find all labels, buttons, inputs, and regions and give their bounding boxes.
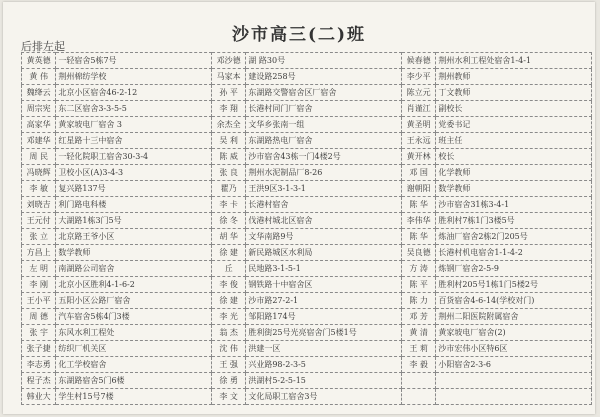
address-cell: 荆州教师 [436,69,592,85]
address-cell: 大湖路1栋3门5号 [56,213,212,229]
address-cell: 卫校小区(A)3-4-3 [56,165,212,181]
student-name-cell: 高家华 [22,117,56,133]
student-name-cell: 邓 芳 [401,309,435,325]
student-name-cell: 沈 伟 [211,341,245,357]
table-row [22,69,592,85]
address-cell: 五阳小区公路厂宿舍 [56,293,212,309]
student-name-cell: 左 明 [22,261,56,277]
address-cell: 建设路258号 [246,69,402,85]
address-cell: 黄家坡电厂宿舍 3 [56,117,212,133]
address-cell: 一轻化院职工宿舍30-3-4 [56,149,212,165]
student-name-cell: 陈 力 [401,293,435,309]
document-page [3,2,595,414]
address-cell: 洪湖村5-2-5-15 [246,373,402,389]
document-subtitle: 后排左起 [21,40,65,53]
student-name-cell: 瞿乃 [211,181,245,197]
address-cell: 胜利村205号1栋1门5楼2号 [436,277,592,293]
student-name-cell: 徐 建 [211,245,245,261]
address-cell: 钢铁路十中宿舍区 [246,277,402,293]
student-name-cell: 陈 平 [401,277,435,293]
address-cell: 汽车宿舍5栋4门3楼 [56,309,212,325]
student-name-cell: 丘 [211,261,245,277]
address-cell: 班主任 [436,133,592,149]
student-name-cell: 李 毅 [401,357,435,373]
student-name-cell: 刘晓吉 [22,197,56,213]
address-cell: 沙市宏伟小区特6区 [436,341,592,357]
student-name-cell: 徐 冬 [211,213,245,229]
student-name-cell: 陈 华 [401,197,435,213]
table-row [22,277,592,293]
table-row [22,85,592,101]
student-name-cell: 黄圣明 [401,117,435,133]
roster-body [22,53,592,405]
student-name-cell: 邓沙德 [211,53,245,69]
address-cell [436,373,592,389]
address-cell: 北京小区宿舍46-2-12 [56,85,212,101]
table-row [22,197,592,213]
student-name-cell: 马家本 [211,69,245,85]
address-cell: 利门路电科楼 [56,197,212,213]
student-name-cell: 李 刚 [22,277,56,293]
student-name-cell: 李 光 [211,309,245,325]
student-name-cell: 李伟华 [401,213,435,229]
student-name-cell: 谢朝阳 [401,181,435,197]
address-cell: 文华南路9号 [246,229,402,245]
table-row [22,53,592,69]
student-name-cell: 胡 华 [211,229,245,245]
address-cell: 荆州二阳医院附属宿舍 [436,309,592,325]
address-cell: 邹阳路174号 [246,309,402,325]
address-cell: 数学教师 [56,245,212,261]
student-name-cell: 李 文 [211,389,245,405]
table-row [22,261,592,277]
student-name-cell: 张 良 [211,165,245,181]
student-name-cell: 肖谨江 [401,101,435,117]
table-row [22,229,592,245]
address-cell: 丁文教师 [436,85,592,101]
address-cell: 化学教师 [436,165,592,181]
student-name-cell: 王 强 [211,357,245,373]
address-cell: 王洪9区3-1-3-1 [246,181,402,197]
address-cell: 文华乡张南一组 [246,117,402,133]
student-name-cell: 徐 勇 [211,373,245,389]
address-cell: 党委书记 [436,117,592,133]
student-name-cell: 李 翔 [211,101,245,117]
address-cell: 洪建一区 [246,341,402,357]
student-name-cell: 候春德 [401,53,435,69]
address-cell: 胜利街25号光亮宿舍门5楼1号 [246,325,402,341]
student-name-cell: 张 立 [22,229,56,245]
student-name-cell: 王永远 [401,133,435,149]
student-name-cell: 李少平 [401,69,435,85]
student-name-cell: 程子杰 [22,373,56,389]
student-name-cell: 陈 威 [211,149,245,165]
table-row [22,133,592,149]
address-cell: 复兴路137号 [56,181,212,197]
address-cell: 长港村机电宿舍1-1-4-2 [436,245,592,261]
student-name-cell: 黄 清 [401,325,435,341]
address-cell: 黄家坡电厂宿舍(2) [436,325,592,341]
table-row [22,117,592,133]
address-cell: 副校长 [436,101,592,117]
address-cell: 南湖路公司宿舍 [56,261,212,277]
address-cell: 炼钢厂宿舍2-5-9 [436,261,592,277]
table-row [22,373,592,389]
table-row [22,149,592,165]
table-row [22,309,592,325]
address-cell: 北京路王爷小区 [56,229,212,245]
student-name-cell: 李 俊 [211,277,245,293]
student-name-cell: 张 宇 [22,325,56,341]
student-name-cell: 周 德 [22,309,56,325]
student-name-cell: 邓 国 [401,165,435,181]
address-cell: 伐港村城北区宿舍 [246,213,402,229]
student-name-cell: 魏绛云 [22,85,56,101]
table-row [22,389,592,405]
table-row [22,213,592,229]
student-name-cell: 韩业大 [22,389,56,405]
student-name-cell: 李志勇 [22,357,56,373]
table-row [22,357,592,373]
student-name-cell: 张子捷 [22,341,56,357]
student-name-cell: 陈 华 [401,229,435,245]
address-cell: 湖 路30号 [246,53,402,69]
address-cell: 小阳宿舍2-3-6 [436,357,592,373]
student-name-cell: 李 敏 [22,181,56,197]
table-row [22,101,592,117]
address-cell: 东二区宿舍3-3-5-5 [56,101,212,117]
table-row [22,165,592,181]
student-name-cell: 王小平 [22,293,56,309]
address-cell: 兴业路98-2-3-5 [246,357,402,373]
address-cell: 长港村同门厂宿舍 [246,101,402,117]
address-cell: 沙市宿舍43栋一门4楼2号 [246,149,402,165]
address-cell: 校长 [436,149,592,165]
address-cell: 一轻宿舍5栋7号 [56,53,212,69]
address-cell: 文化局职工宿舍3号 [246,389,402,405]
table-row [22,245,592,261]
student-name-cell: 黄英德 [22,53,56,69]
address-cell: 东湖路热电厂宿舍 [246,133,402,149]
address-cell: 沙市路27-2-1 [246,293,402,309]
student-name-cell: 黄 伟 [22,69,56,85]
address-cell: 民地路3-1-5-1 [246,261,402,277]
address-cell: 荆州棉纺学校 [56,69,212,85]
student-name-cell: 冯晓辉 [22,165,56,181]
address-cell: 红星路十三中宿舍 [56,133,212,149]
address-cell: 新民路城区水利局 [246,245,402,261]
address-cell: 胜利村7栋1门3楼5号 [436,213,592,229]
address-cell [436,389,592,405]
address-cell: 纺织厂机关区 [56,341,212,357]
student-name-cell: 王元付 [22,213,56,229]
student-name-cell: 邓建华 [22,133,56,149]
address-cell: 荆州水利工程处宿舍1-4-1 [436,53,592,69]
address-cell: 化工学校宿舍 [56,357,212,373]
student-name-cell: 吴 利 [211,133,245,149]
student-name-cell: 方 涛 [401,261,435,277]
student-name-cell: 王 莉 [401,341,435,357]
student-name-cell: 孙 平 [211,85,245,101]
table-row [22,325,592,341]
student-name-cell: 黄开林 [401,149,435,165]
address-cell: 炼油厂宿舍2栋2门205号 [436,229,592,245]
address-cell: 东湖路宿舍5门6楼 [56,373,212,389]
student-name-cell [401,389,435,405]
document-title: 沙市高三(二)班 [231,25,367,45]
table-row [22,181,592,197]
student-name-cell: 周 民 [22,149,56,165]
student-name-cell: 徐 建 [211,293,245,309]
address-cell: 北京小区胜利4-1-6-2 [56,277,212,293]
address-cell: 东湖路交警宿舍区厂宿舍 [246,85,402,101]
student-name-cell: 方昌上 [22,245,56,261]
student-name-cell: 吴良德 [401,245,435,261]
student-name-cell: 周宗宪 [22,101,56,117]
student-name-cell [401,373,435,389]
student-name-cell: 翁 杰 [211,325,245,341]
address-cell: 学生村15号7楼 [56,389,212,405]
class-roster-table [21,52,592,405]
address-cell: 百货宿舍4-6-14(学校对门) [436,293,592,309]
table-row [22,341,592,357]
address-cell: 长港村宿舍 [246,197,402,213]
address-cell: 东风水利工程处 [56,325,212,341]
student-name-cell: 李 卡 [211,197,245,213]
student-name-cell: 陈立元 [401,85,435,101]
student-name-cell: 余杰全 [211,117,245,133]
address-cell: 荆州水泥制品厂8-26 [246,165,402,181]
table-row [22,293,592,309]
address-cell: 数学教师 [436,181,592,197]
address-cell: 沙市宿舍31栋3-4-1 [436,197,592,213]
